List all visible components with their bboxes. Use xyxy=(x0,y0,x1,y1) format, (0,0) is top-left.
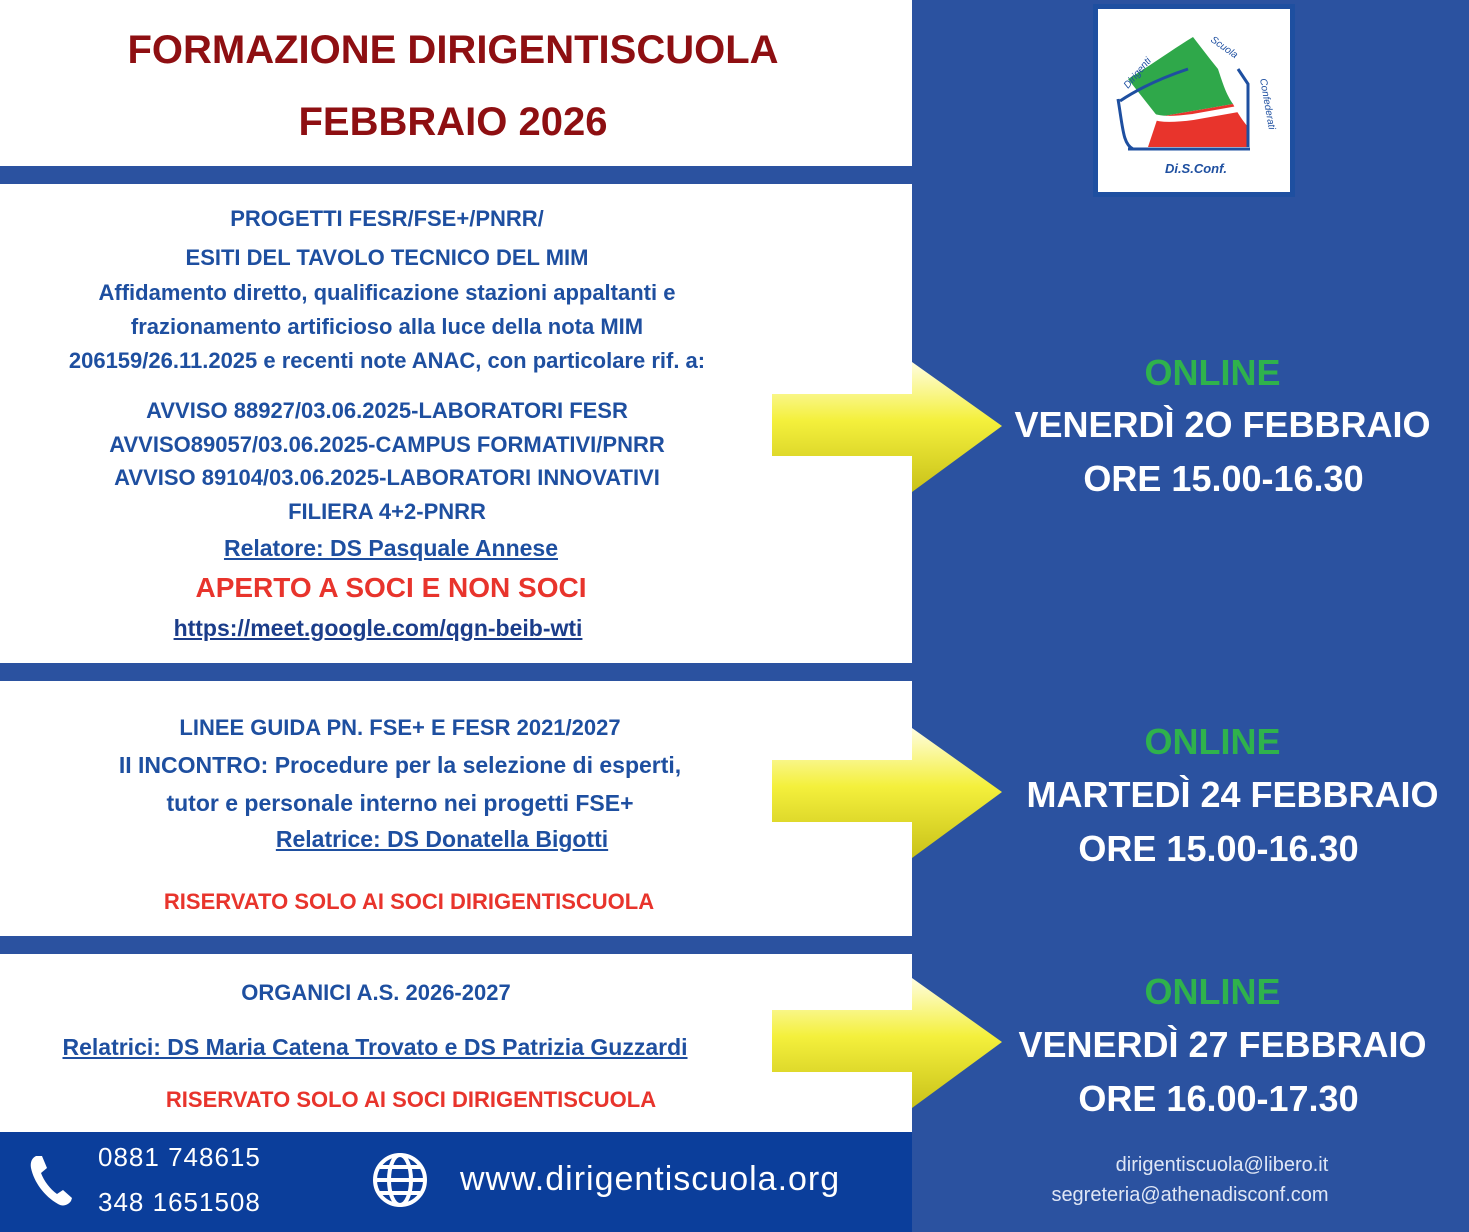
event1-meet-link[interactable]: https://meet.google.com/qgn-beib-wti xyxy=(173,615,583,641)
logo-word: Scuola xyxy=(1208,34,1240,61)
event2-audience: RISERVATO SOLO AI SOCI DIRIGENTISCUOLA xyxy=(163,889,655,914)
logo-word: Dirigenti xyxy=(1121,55,1154,91)
event2-line: LINEE GUIDA PN. FSE+ E FESR 2021/2027 xyxy=(179,715,621,740)
event1-line: Affidamento diretto, qualificazione stazioni appaltanti e xyxy=(98,280,676,305)
email-link[interactable]: segreteria@athenadisconf.com xyxy=(1051,1184,1329,1206)
event3-mode: ONLINE xyxy=(1144,971,1281,1012)
event2-date: MARTEDÌ 24 FEBBRAIO xyxy=(1026,774,1439,815)
website-link[interactable]: www.dirigentiscuola.org xyxy=(460,1160,841,1198)
event2-mode: ONLINE xyxy=(1144,721,1281,762)
email-link[interactable]: dirigentiscuola@libero.it xyxy=(1115,1154,1329,1176)
event1-speaker: Relatore: DS Pasquale Annese xyxy=(223,535,559,561)
event2-speaker: Relatrice: DS Donatella Bigotti xyxy=(275,826,609,852)
event3-line: ORGANICI A.S. 2026-2027 xyxy=(241,980,511,1005)
event1-line: ESITI DEL TAVOLO TECNICO DEL MIM xyxy=(185,245,589,270)
phone-number[interactable]: 0881 748615 xyxy=(98,1142,261,1172)
event3-speaker: Relatrici: DS Maria Catena Trovato e DS Patrizia Guzzardi xyxy=(62,1034,688,1060)
logo-word: Confederati xyxy=(1257,77,1277,131)
page-title: FORMAZIONE DIRIGENTISCUOLA xyxy=(127,28,779,72)
event1-line: AVVISO 89104/03.06.2025-LABORATORI INNOVATIVI xyxy=(114,465,660,490)
header-panel xyxy=(0,0,912,166)
event1-line: PROGETTI FESR/FSE+/PNRR/ xyxy=(230,206,544,231)
event1-line: FILIERA 4+2-PNRR xyxy=(288,499,486,524)
event1-time: ORE 15.00-16.30 xyxy=(1083,458,1364,499)
event2-time: ORE 15.00-16.30 xyxy=(1078,828,1359,869)
event1-line: AVVISO89057/03.06.2025-CAMPUS FORMATIVI/PNRR xyxy=(109,432,665,457)
event2-line: tutor e personale interno nei progetti FSE+ xyxy=(166,790,634,816)
page-subtitle: FEBBRAIO 2026 xyxy=(298,100,608,144)
event2-line: II INCONTRO: Procedure per la selezione di esperti, xyxy=(118,752,682,778)
event1-mode: ONLINE xyxy=(1144,352,1281,393)
event1-line: AVVISO 88927/03.06.2025-LABORATORI FESR xyxy=(146,398,628,423)
event1-line: frazionamento artificioso alla luce della nota MIM xyxy=(130,314,644,339)
event1-line: 206159/26.11.2025 e recenti note ANAC, con particolare rif. a: xyxy=(68,348,706,373)
arrow-right-icon xyxy=(772,978,1004,1108)
event3-audience: RISERVATO SOLO AI SOCI DIRIGENTISCUOLA xyxy=(165,1087,657,1112)
phone-icon xyxy=(28,1152,74,1208)
arrow-right-icon xyxy=(772,362,1004,492)
arrow-right-icon xyxy=(772,728,1004,858)
event1-date: VENERDÌ 2O FEBBRAIO xyxy=(1014,404,1431,445)
disconf-logo xyxy=(1093,4,1295,197)
logo-caption: Di.S.Conf. xyxy=(1164,161,1228,176)
event3-time: ORE 16.00-17.30 xyxy=(1078,1078,1359,1119)
logo-emblem xyxy=(1098,9,1290,192)
event3-date: VENERDÌ 27 FEBBRAIO xyxy=(1018,1024,1427,1065)
phone-number[interactable]: 348 1651508 xyxy=(98,1187,261,1217)
globe-icon xyxy=(372,1152,428,1208)
event1-audience: APERTO A SOCI E NON SOCI xyxy=(195,572,587,603)
footer xyxy=(0,1132,912,1232)
